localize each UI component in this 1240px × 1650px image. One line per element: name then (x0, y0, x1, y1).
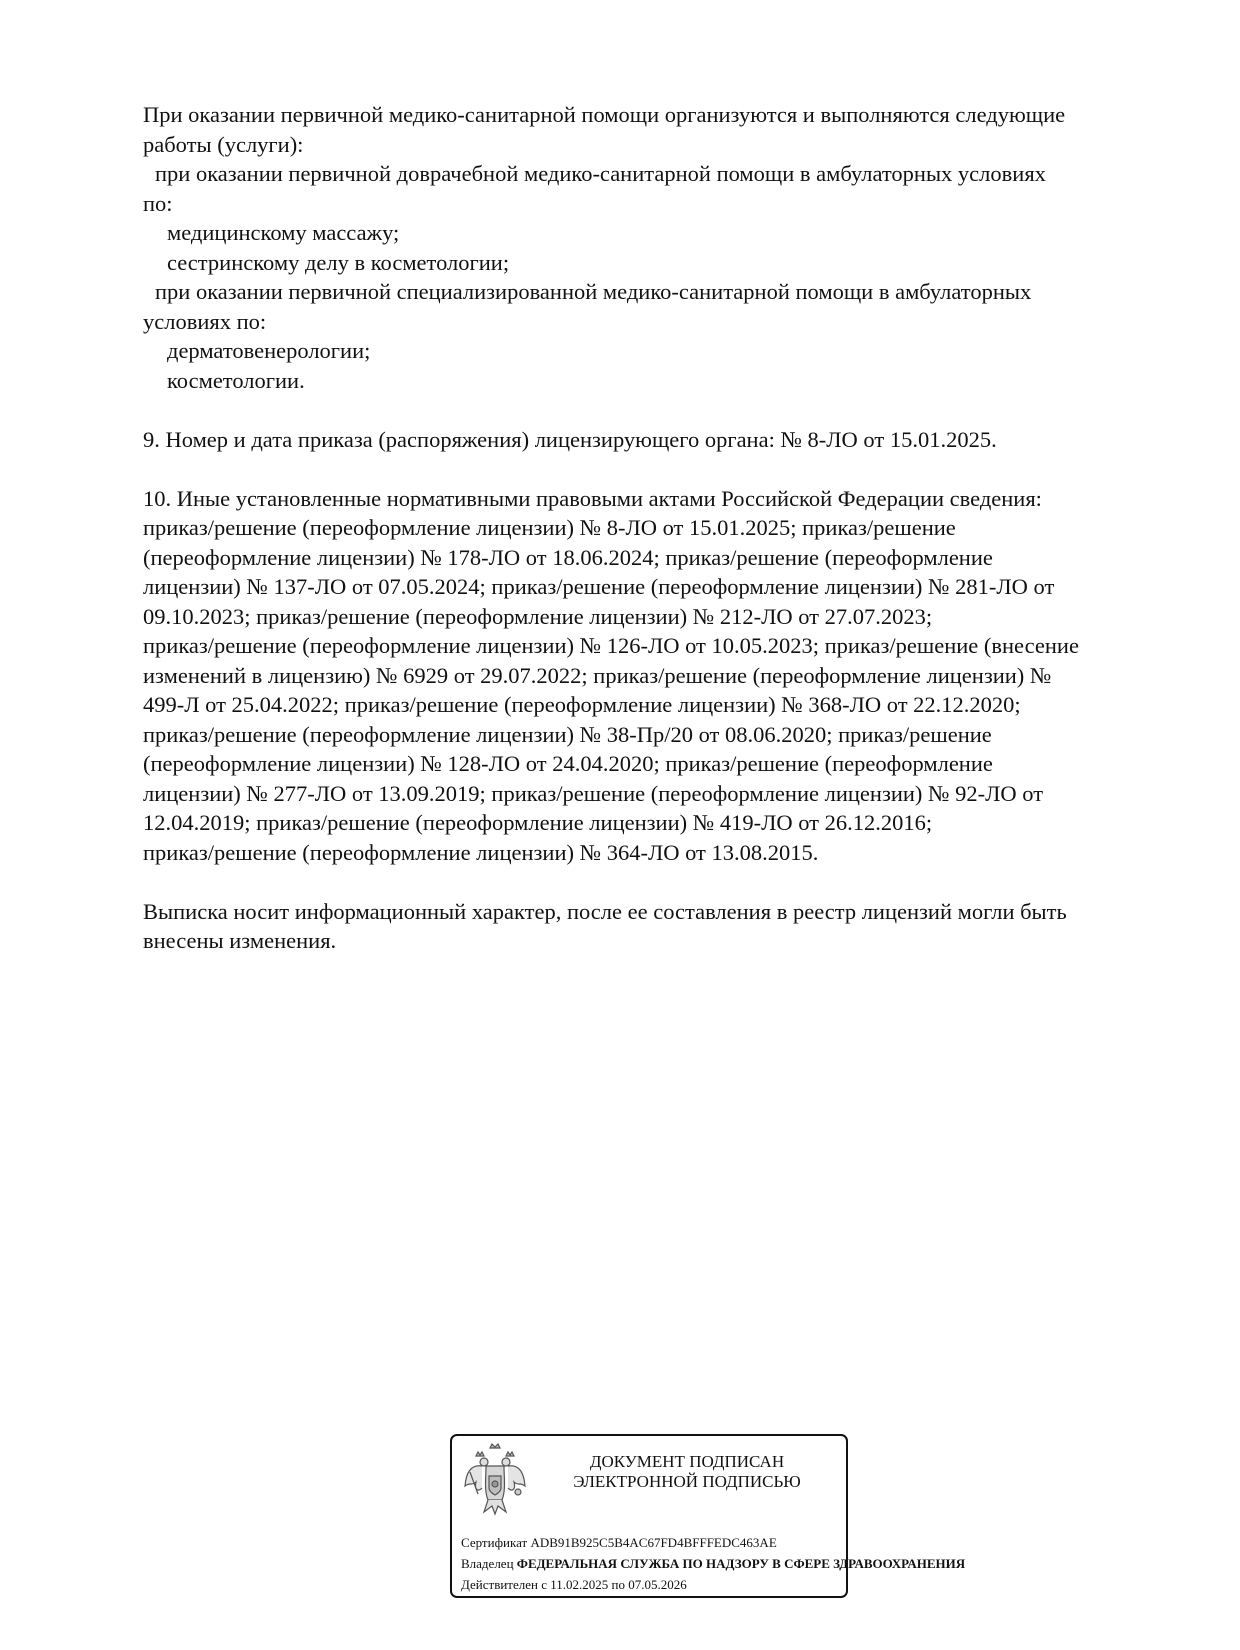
intro-line: При оказании первичной медико-санитарной помощи организуются и выполняются следующие (143, 102, 1066, 127)
document-body (143, 100, 1163, 956)
section-10-line: изменений в лицензию) № 6929 от 29.07.2022; приказ/решение (переоформление лицензии) № (143, 662, 1052, 688)
section-10-line: приказ/решение (переоформление лицензии) № 8-ЛО от 15.01.2025; приказ/решение (143, 515, 956, 540)
valid-from: 11.02.2025 (550, 1577, 609, 1592)
valid-to-prefix: по (611, 1577, 625, 1592)
section-10-line: приказ/решение (переоформление лицензии) № 364-ЛО от 13.08.2015. (143, 839, 819, 865)
validity-row (461, 1574, 1061, 1595)
section-10-line: (переоформление лицензии) № 178-ЛО от 18.06.2024; приказ/решение (переоформление (143, 544, 993, 570)
section-10-line: 12.04.2019; приказ/решение (переоформление лицензии) № 419-ЛО от 26.12.2016; (143, 810, 933, 835)
coat-of-arms-icon (462, 1442, 528, 1518)
service-item: медицинскому массажу; (167, 220, 400, 245)
disclaimer-line: Выписка носит информационный характер, после ее составления в реестр лицензий могли быть (143, 898, 1067, 924)
pre-medical-heading: при оказании первичной доврачебной медико-санитарной помощи в амбулаторных условиях (155, 161, 1046, 186)
stamp-info (461, 1532, 1061, 1595)
section-10-line: лицензии) № 277-ЛО от 13.09.2019; приказ/решение (переоформление лицензии) № 92-ЛО от (143, 780, 1044, 806)
valid-label: Действителен (461, 1577, 538, 1592)
certificate-label: Сертификат (461, 1535, 528, 1550)
owner-label: Владелец (461, 1556, 514, 1571)
stamp-title-line: ЭЛЕКТРОННОЙ ПОДПИСЬЮ (573, 1472, 801, 1491)
certificate-value: ADB91B925C5B4AC67FD4BFFFEDC463AE (530, 1535, 777, 1550)
specialized-heading: условиях по: (143, 308, 267, 334)
valid-from-prefix: с (541, 1577, 547, 1592)
owner-value: ФЕДЕРАЛЬНАЯ СЛУЖБА ПО НАДЗОРУ В СФЕРЕ ЗДРАВООХРАНЕНИЯ (516, 1556, 966, 1571)
specialized-heading: при оказании первичной специализированной медико-санитарной помощи в амбулаторных (155, 279, 1032, 304)
pre-medical-heading: по: (143, 190, 173, 216)
paragraph-gap (143, 395, 1163, 425)
paragraph-gap (143, 867, 1163, 897)
stamp-title (542, 1452, 832, 1492)
valid-to: 07.05.2026 (628, 1577, 687, 1592)
section-10-line: приказ/решение (переоформление лицензии) № 38-Пр/20 от 08.06.2020; приказ/решение (143, 721, 992, 747)
paragraph-gap (143, 454, 1163, 484)
owner-row (461, 1553, 1061, 1574)
intro-line: работы (услуги): (143, 131, 304, 157)
certificate-row (461, 1532, 1061, 1553)
section-10-line: 09.10.2023; приказ/решение (переоформление лицензии) № 212-ЛО от 27.07.2023; (143, 603, 933, 629)
stamp-title-line: ДОКУМЕНТ ПОДПИСАН (589, 1452, 785, 1471)
section-10 (143, 484, 1163, 868)
service-item: дерматовенерологии; (167, 338, 371, 363)
service-item: сестринскому делу в косметологии; (167, 249, 510, 275)
section-10-line: приказ/решение (переоформление лицензии) № 126-ЛО от 10.05.2023; приказ/решение (внесение (143, 633, 1079, 658)
section-10-line: 499-Л от 25.04.2022; приказ/решение (переоформление лицензии) № 368-ЛО от 22.12.2020; (143, 692, 1021, 717)
disclaimer-line: внесены изменения. (143, 928, 337, 953)
section-10-line: 10. Иные установленные нормативными правовыми актами Российской Федерации сведения: (143, 485, 1042, 511)
service-item: косметологии. (167, 367, 305, 393)
section-10-line: (переоформление лицензии) № 128-ЛО от 24.04.2020; приказ/решение (переоформление (143, 751, 993, 776)
section-10-line: лицензии) № 137-ЛО от 07.05.2024; приказ/решение (переоформление лицензии) № 281-ЛО от (143, 574, 1055, 599)
electronic-signature-stamp (450, 1434, 966, 1598)
section-9: 9. Номер и дата приказа (распоряжения) лицензирующего органа: № 8-ЛО от 15.01.2025. (143, 426, 997, 452)
